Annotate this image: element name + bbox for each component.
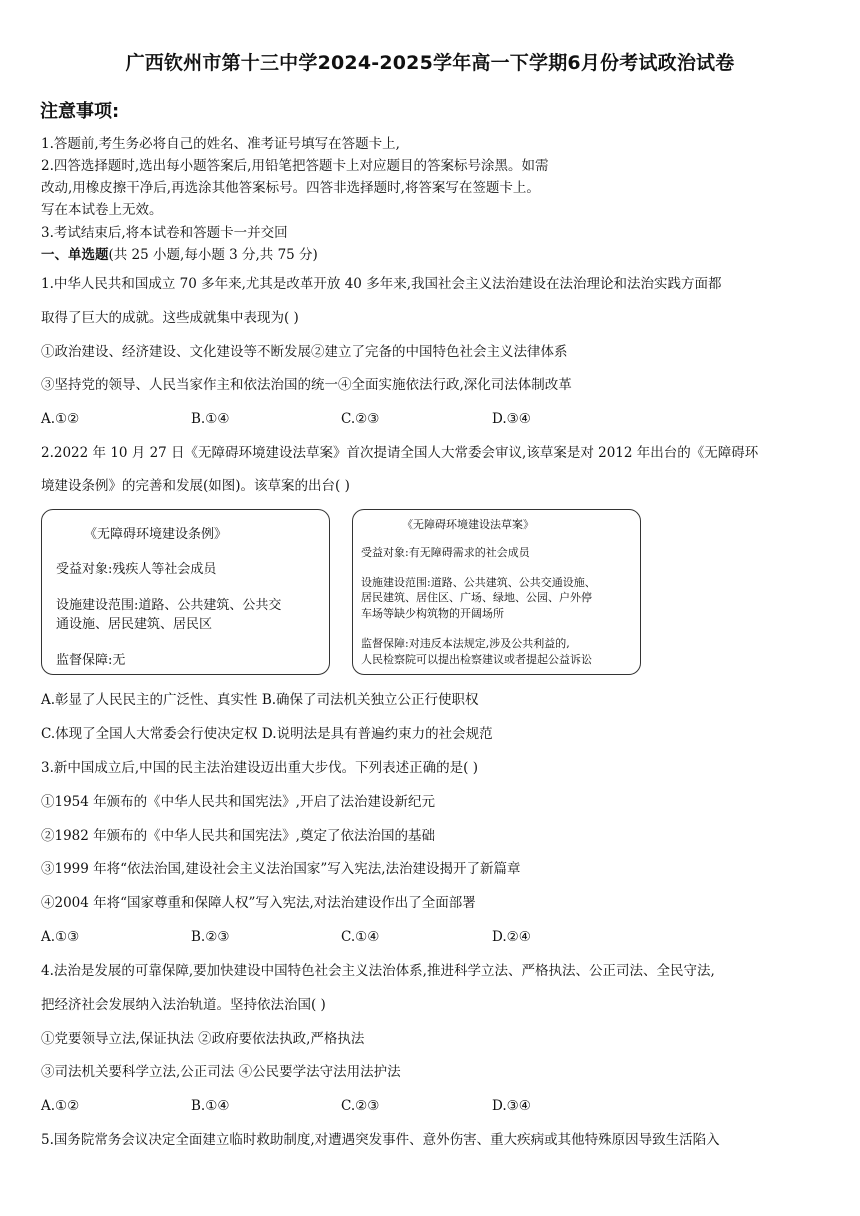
box-title: 《无障碍环境建设法草案》 (402, 518, 534, 531)
q3-item: ④2004 年将“国家尊重和保障人权”写入宪法,对法治建设作出了全面部署 (41, 895, 476, 911)
q2-stem: 2.2022 年 10 月 27 日《无障碍环境建设法草案》首次提请全国人大常委会审议,该草案是对 2012 年出台的《无障碍环 (41, 445, 759, 461)
notice-heading: 注意事项: (40, 101, 120, 122)
q3-stem: 3.新中国成立后,中国的民主法治建设迈出重大步伐。下列表述正确的是( ) (41, 760, 478, 776)
q1-stem: 取得了巨大的成就。这些成就集中表现为( ) (41, 310, 299, 326)
q4-item: ①党要领导立法,保证执法 ②政府要依法执政,严格执法 (41, 1031, 365, 1047)
box-line: 人民检察院可以提出检察建议或者提起公益诉讼 (361, 653, 592, 666)
q3-item: ③1999 年将“依法治国,建设社会主义法治国家”写入宪法,法治建设揭开了新篇章 (41, 861, 521, 877)
q1-option-a[interactable]: A.①② (41, 411, 80, 427)
q4-option-a[interactable]: A.①② (41, 1098, 80, 1114)
notice-line: 写在本试卷上无效。 (41, 202, 163, 218)
q3-option-a[interactable]: A.①③ (41, 929, 80, 945)
section-detail: (共 25 小题,每小题 3 分,共 75 分) (108, 247, 318, 263)
box-line: 车场等缺少构筑物的开阔场所 (361, 607, 504, 620)
box-line: 受益对象:残疾人等社会成员 (56, 562, 217, 577)
q3-item: ①1954 年颁布的《中华人民共和国宪法》,开启了法治建设新纪元 (41, 794, 435, 810)
q1-stem: 1.中华人民共和国成立 70 多年来,尤其是改革开放 40 多年来,我国社会主义法治建设在法治理论和法治实践方面都 (41, 276, 722, 292)
q4-stem: 4.法治是发展的可靠保障,要加快建设中国特色社会主义法治体系,推进科学立法、严格执法、公正司法、全民守法, (41, 963, 715, 979)
box-line: 设施建设范围:道路、公共建筑、公共交 (56, 598, 282, 613)
box-line: 设施建设范围:道路、公共建筑、公共交通设施、 (361, 576, 596, 589)
box-line: 受益对象:有无障碍需求的社会成员 (361, 546, 530, 559)
q4-option-d[interactable]: D.③④ (492, 1098, 531, 1114)
q2-options-cd[interactable]: C.体现了全国人大常委会行使决定权 D.说明法是具有普遍约束力的社会规范 (41, 726, 493, 742)
q1-item: ③坚持党的领导、人民当家作主和依法治国的统一④全面实施依法行政,深化司法体制改革 (41, 377, 572, 393)
notice-line: 改动,用橡皮擦干净后,再选涂其他答案标号。四答非选择题时,将答案写在签题卡上。 (41, 180, 540, 196)
q1-option-b[interactable]: B.①④ (191, 411, 230, 427)
q2-figure-regulation-box (41, 509, 330, 675)
box-line: 通设施、居民建筑、居民区 (56, 617, 213, 632)
box-line: 监督保障:无 (56, 653, 126, 668)
page-title: 广西钦州市第十三中学2024-2025学年高一下学期6月份考试政治试卷 (125, 52, 735, 74)
box-line: 监督保障:对违反本法规定,涉及公共利益的, (361, 637, 570, 650)
notice-line: 3.考试结束后,将本试卷和答题卡一并交回 (41, 225, 288, 241)
q1-item: ①政治建设、经济建设、文化建设等不断发展②建立了完备的中国特色社会主义法律体系 (41, 344, 568, 360)
q2-figure-draft-law-box (352, 509, 641, 675)
q3-option-c[interactable]: C.①④ (341, 929, 380, 945)
q5-stem: 5.国务院常务会议决定全面建立临时救助制度,对遭遇突发事件、意外伤害、重大疾病或其他特殊原因导致生活陷入 (41, 1132, 720, 1148)
section-title (41, 246, 318, 264)
box-line: 居民建筑、居住区、广场、绿地、公园、户外停 (361, 591, 592, 604)
section-label: 一、单选题 (41, 247, 109, 263)
notice-line: 1.答题前,考生务必将自己的姓名、准考证号填写在答题卡上, (41, 136, 400, 152)
q4-option-b[interactable]: B.①④ (191, 1098, 230, 1114)
q3-item: ②1982 年颁布的《中华人民共和国宪法》,奠定了依法治国的基础 (41, 828, 435, 844)
q1-option-d[interactable]: D.③④ (492, 411, 531, 427)
q3-option-d[interactable]: D.②④ (492, 929, 531, 945)
q2-stem: 境建设条例》的完善和发展(如图)。该草案的出台( ) (41, 478, 350, 494)
notice-line: 2.四答选择题时,选出每小题答案后,用铅笔把答题卡上对应题目的答案标号涂黑。如需 (41, 158, 549, 174)
q4-stem: 把经济社会发展纳入法治轨道。坚持依法治国( ) (41, 997, 326, 1013)
box-title: 《无障碍环境建设条例》 (84, 527, 228, 542)
q4-item: ③司法机关要科学立法,公正司法 ④公民要学法守法用法护法 (41, 1064, 401, 1080)
q1-option-c[interactable]: C.②③ (341, 411, 380, 427)
q4-option-c[interactable]: C.②③ (341, 1098, 380, 1114)
q2-options-ab[interactable]: A.彰显了人民民主的广泛性、真实性 B.确保了司法机关独立公正行使职权 (41, 692, 479, 708)
q3-option-b[interactable]: B.②③ (191, 929, 230, 945)
